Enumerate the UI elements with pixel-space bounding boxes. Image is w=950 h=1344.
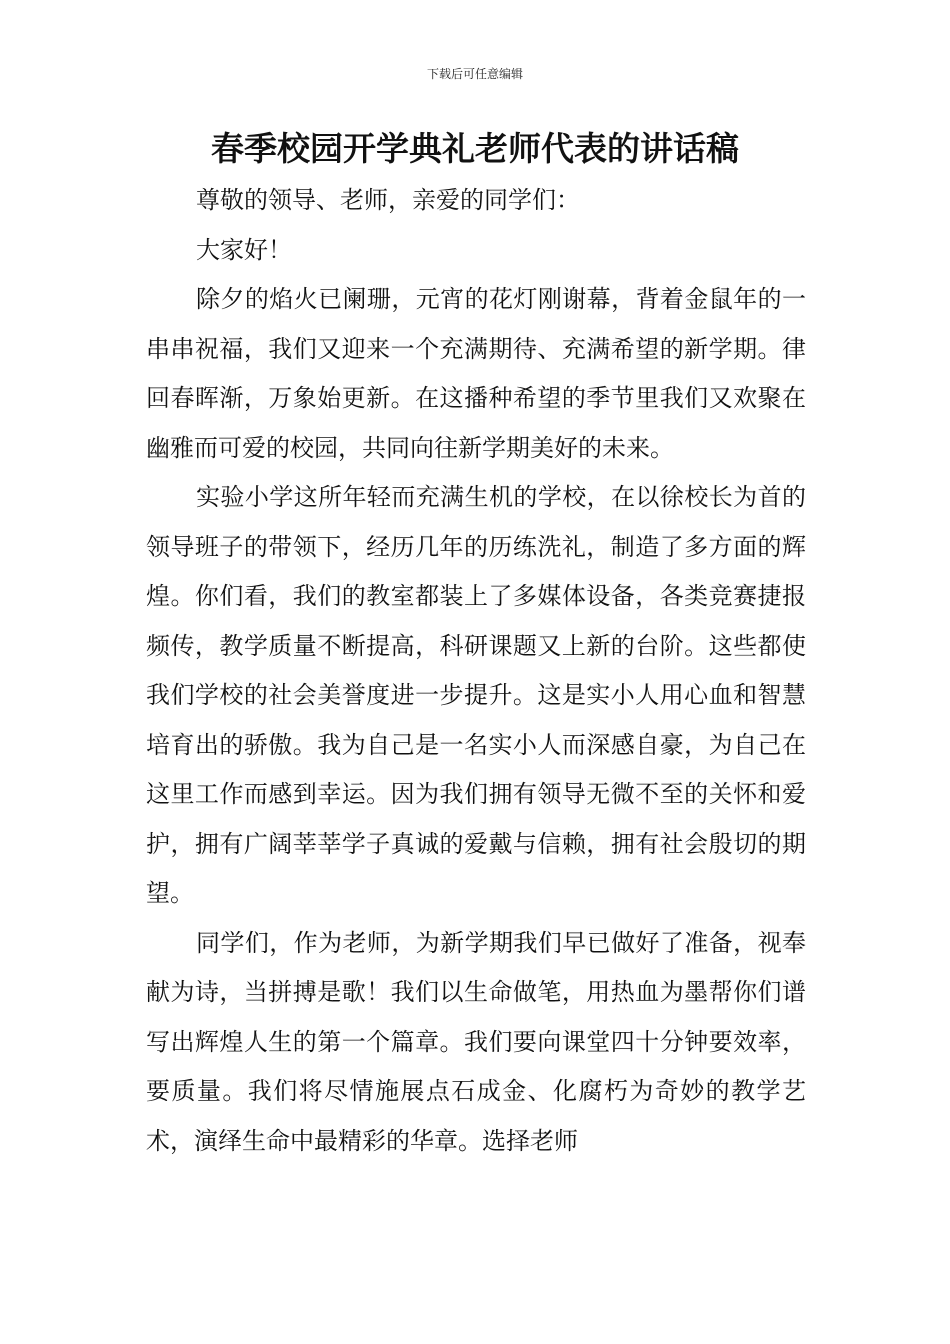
salutation: 尊敬的领导、老师，亲爱的同学们： [196, 186, 580, 214]
paragraph-1: 除夕的焰火已阑珊，元宵的花灯刚谢幕，背着金鼠年的一串串祝福，我们又迎来一个充满期待、充满希望的新学期。律回春晖渐，万象始更新。在这播种希望的季节里我们又欢聚在幽雅而可爱的校园，共同向往新学期美好的未来。 [146, 285, 806, 462]
greeting-line: 大家好！ [196, 235, 292, 264]
document-body [146, 176, 806, 1166]
paragraph-2: 实验小学这所年轻而充满生机的学校，在以徐校长为首的领导班子的带领下，经历几年的历练洗礼，制造了多方面的辉煌。你们看，我们的教室都装上了多媒体设备，各类竞赛捷报频传，教学质量不断提高，科研课题又上新的台阶。这些都使我们学校的社会美誉度进一步提升。这是实小人用心血和智慧培育出的骄傲。我为自己是一名实小人而深感自豪，为自己在这里工作而感到幸运。因为我们拥有领导无微不至的关怀和爱护，拥有广阔莘莘学子真诚的爱戴与信赖，拥有社会殷切的期望。 [146, 483, 806, 907]
header-note: 下载后可任意编辑 [426, 67, 523, 81]
document-title: 春季校园开学典礼老师代表的讲话稿 [211, 129, 739, 168]
paragraph-3: 同学们，作为老师，为新学期我们早已做好了准备，视奉献为诗，当拼搏是歌！我们以生命做笔，用热血为墨帮你们谱写出辉煌人生的第一个篇章。我们要向课堂四十分钟要效率，要质量。我们将尽情施展点石成金、化腐朽为奇妙的教学艺术，演绎生命中最精彩的华章。选择老师 [146, 928, 806, 1155]
